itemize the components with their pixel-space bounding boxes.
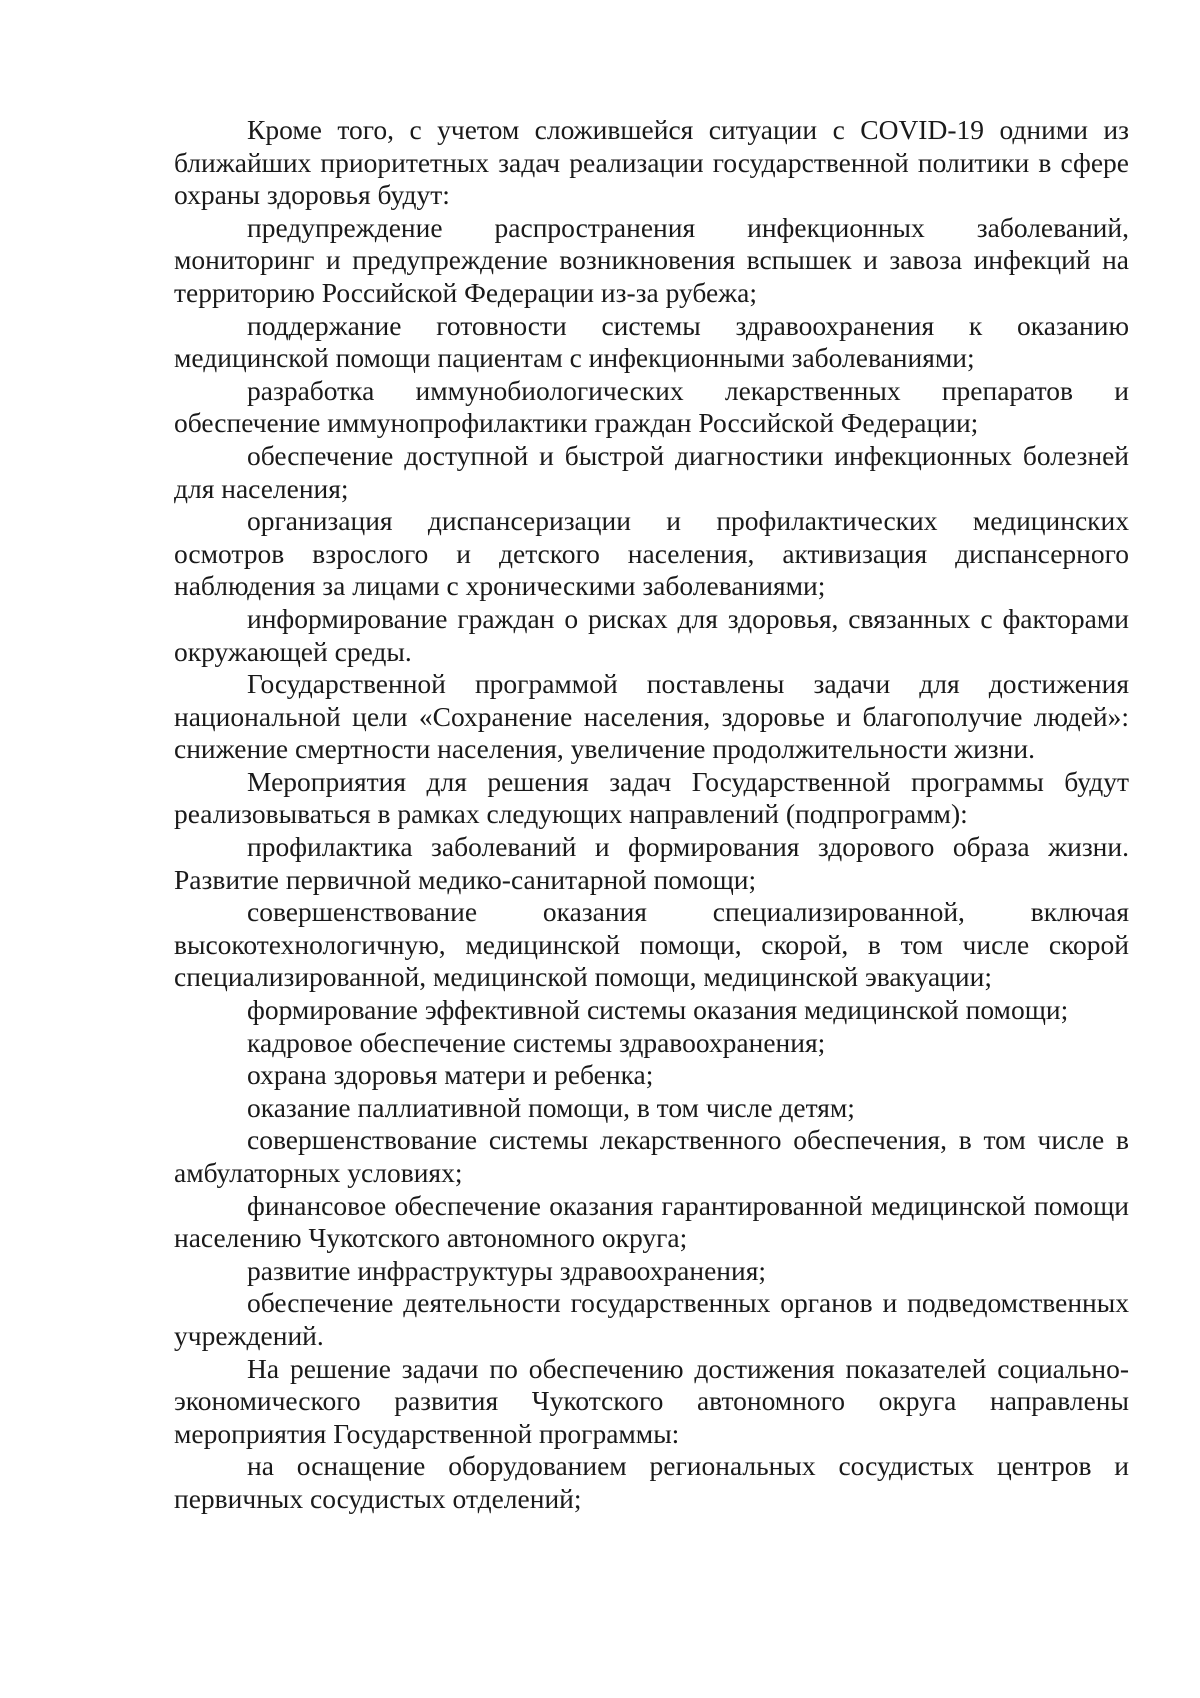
list-item: совершенствование системы лекарственного обеспечения, в том числе в амбулаторных условиях; — [174, 1124, 1129, 1188]
list-item: разработка иммунобиологических лекарственных препаратов и обеспечение иммунопрофилактики граждан Российской Федерации; — [174, 374, 1129, 439]
list-item: организация диспансеризации и профилактических медицинских осмотров взрослого и детского населения, активизация диспансерного наблюдения за лицами с хроническими заболеваниями; — [174, 505, 1129, 602]
list-item: кадровое обеспечение системы здравоохранения; — [247, 1026, 826, 1058]
list-item: совершенствование оказания специализированной, включая высокотехнологичную, медицинской помощи, скорой, в том числе скорой специализированной, медицинской помощи, медицинской эвакуации; — [174, 896, 1129, 993]
list-item: охрана здоровья матери и ребенка; — [247, 1059, 654, 1091]
paragraph: На решение задачи по обеспечению достижения показателей социально-экономического развития Чукотского автономного округа направлены мероприятия Государственной программы: — [174, 1352, 1129, 1449]
list-item: предупреждение распространения инфекционных заболеваний, мониторинг и предупреждение возникновения вспышек и завоза инфекций на территорию Российской Федерации из-за рубежа; — [174, 211, 1129, 308]
list-item: оказание паллиативной помощи, в том числе детям; — [247, 1091, 855, 1123]
list-item: информирование граждан о рисках для здоровья, связанных с факторами окружающей среды. — [174, 602, 1129, 667]
paragraph: Государственной программой поставлены задачи для достижения национальной цели «Сохранение населения, здоровье и благополучие людей»: снижение смертности населения, увеличение продолжительности жизни. — [174, 668, 1129, 765]
list-item: обеспечение деятельности государственных органов и подведомственных учреждений. — [174, 1287, 1129, 1351]
document-body — [174, 114, 1129, 1516]
list-item: поддержание готовности системы здравоохранения к оказанию медицинской помощи пациентам с инфекционными заболеваниями; — [174, 309, 1129, 374]
list-item: финансовое обеспечение оказания гарантированной медицинской помощи населению Чукотского автономного округа; — [174, 1189, 1129, 1254]
list-item: обеспечение доступной и быстрой диагностики инфекционных болезней для населения; — [174, 439, 1129, 504]
list-item: на оснащение оборудованием региональных сосудистых центров и первичных сосудистых отделений; — [174, 1450, 1129, 1514]
paragraph: Мероприятия для решения задач Государственной программы будут реализовываться в рамках следующих направлений (подпрограмм): — [174, 765, 1129, 830]
list-item: профилактика заболеваний и формирования здорового образа жизни. Развитие первичной медико-санитарной помощи; — [174, 831, 1129, 895]
list-item: формирование эффективной системы оказания медицинской помощи; — [247, 994, 1069, 1026]
list-item: развитие инфраструктуры здравоохранения; — [247, 1254, 767, 1286]
paragraph: Кроме того, с учетом сложившейся ситуации с COVID-19 одними из ближайших приоритетных задач реализации государственной политики в сфере охраны здоровья будут: — [174, 114, 1129, 211]
